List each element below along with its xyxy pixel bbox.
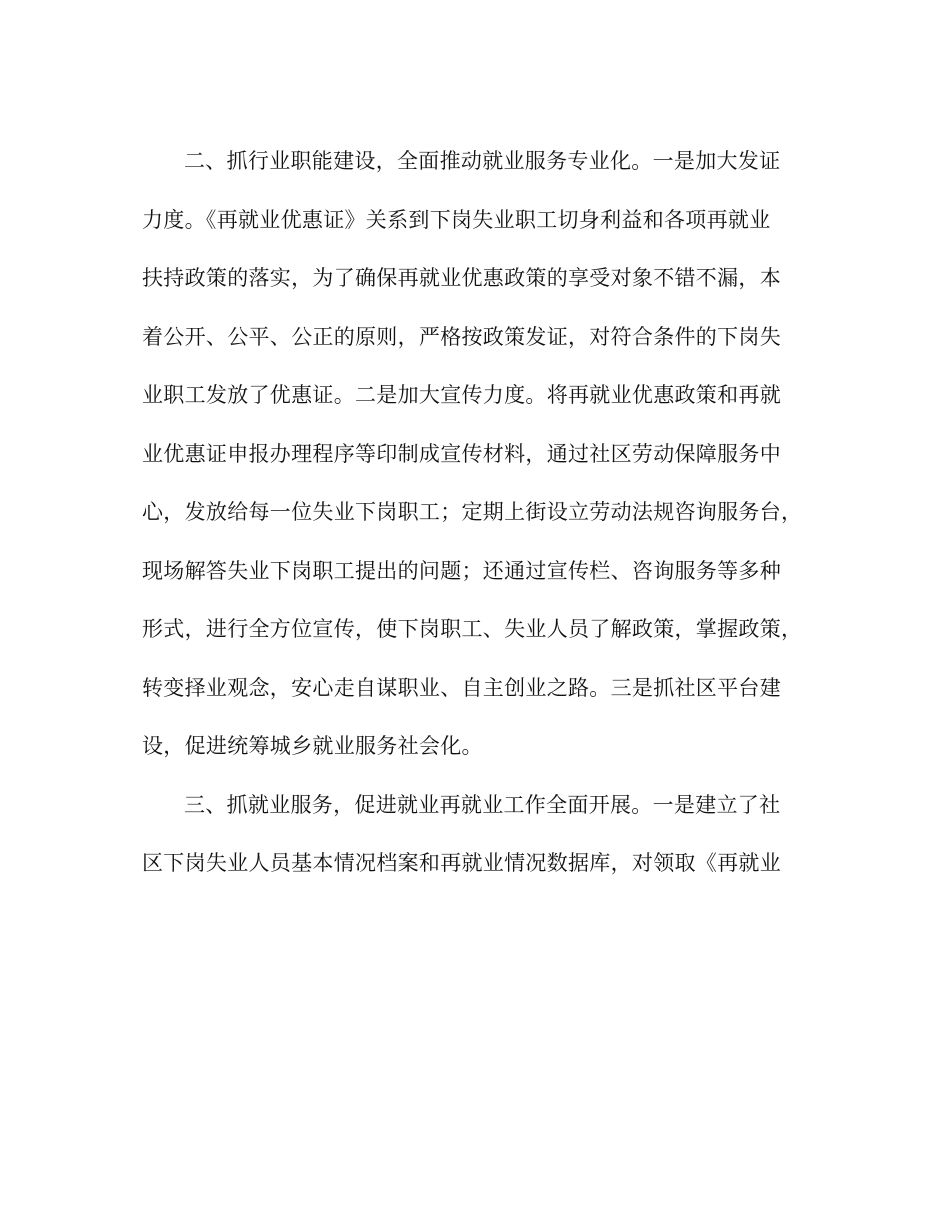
text-line: 现场解答失业下岗职工提出的问题；还通过宣传栏、咨询服务等多种 <box>142 558 781 583</box>
text-line: 二、抓行业职能建设，全面推动就业服务专业化。一是加大发证 <box>184 149 781 173</box>
text-line: 形式，进行全方位宣传，使下岗职工、失业人员了解政策，掌握政策， <box>142 617 803 641</box>
text-line: 设，促进统筹城乡就业服务社会化。 <box>142 734 483 758</box>
text-line: 业职工发放了优惠证。二是加大宣传力度。将再就业优惠政策和再就 <box>142 383 781 407</box>
text-line: 业优惠证申报办理程序等印制成宣传材料，通过社区劳动保障服务中 <box>142 441 781 466</box>
text-line: 三、抓就业服务，促进就业再就业工作全面开展。一是建立了社 <box>184 792 781 817</box>
document-body <box>142 132 802 893</box>
paragraph-3 <box>142 776 802 893</box>
paragraph-2 <box>142 132 802 776</box>
text-line: 转变择业观念，安心走自谋职业、自主创业之路。三是抓社区平台建 <box>142 675 781 700</box>
text-line: 扶持政策的落实，为了确保再就业优惠政策的享受对象不错不漏，本 <box>142 266 781 290</box>
text-line: 力度。《再就业优惠证》关系到下岗失业职工切身利益和各项再就业 <box>142 207 771 232</box>
text-line: 着公开、公平、公正的原则，严格按政策发证，对符合条件的下岗失 <box>142 324 781 349</box>
text-line: 区下岗失业人员基本情况档案和再就业情况数据库，对领取《再就业 <box>142 851 781 875</box>
text-line: 心，发放给每一位失业下岗职工；定期上街设立劳动法规咨询服务台， <box>142 500 803 524</box>
